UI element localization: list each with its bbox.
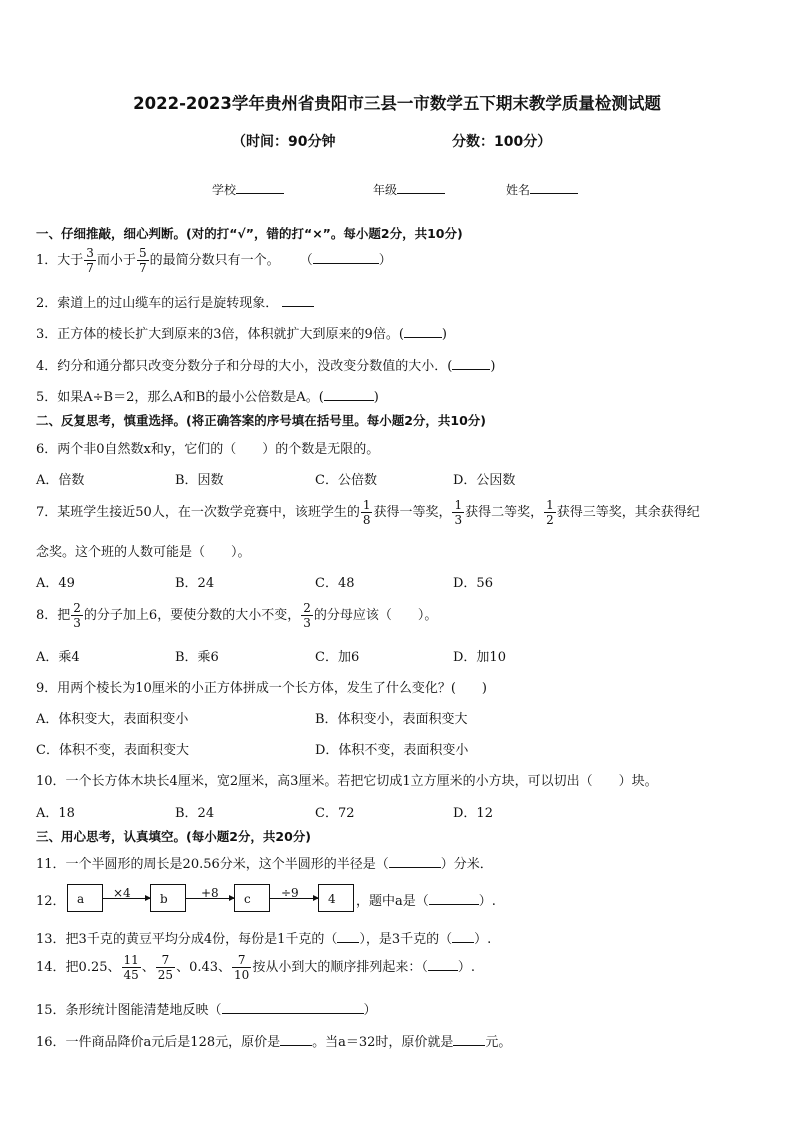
question-8 [36, 600, 437, 632]
q8-text-c: 的分母应该（ ）。 [313, 608, 438, 623]
q4-text: 4．约分和通分都只改变分数分子和分母的大小，没改变分数值的大小．( [36, 359, 453, 374]
q6-option-a[interactable]: A．倍数 [36, 473, 85, 488]
q8-option-a[interactable]: A．乘4 [36, 650, 80, 665]
q8-text-b: 的分子加上6，要使分数的大小不变， [83, 608, 301, 623]
q1-text-b: 而小于 [96, 253, 136, 268]
q14-text-a: 14．把0.25、 [36, 960, 121, 975]
q11-text-end: ）分米． [440, 857, 493, 872]
q12-op-3: ÷9 [281, 886, 299, 900]
q1-text-c: 的最简分数只有一个。 [149, 253, 280, 268]
name-blank[interactable] [530, 181, 578, 194]
q8-option-b[interactable]: B．乘6 [175, 650, 219, 665]
q12-box-result: 4 [318, 884, 354, 912]
q1-fraction-1: $\frac{3}{7}$ [86, 246, 94, 275]
q12-box-b: b [150, 884, 186, 912]
q7-fraction-2: $\frac{1}{3}$ [454, 498, 463, 527]
exam-score: 分数：100分） [452, 134, 552, 150]
q7-text-d: 获得三等奖，其余获得纪 [556, 505, 700, 520]
q14-fraction-3: $\frac{7}{10}$ [234, 953, 250, 982]
question-9: 9．用两个棱长为10厘米的小正方体拼成一个长方体，发生了什么变化？( ) [36, 681, 487, 696]
grade-blank[interactable] [397, 181, 445, 194]
school-blank[interactable] [236, 181, 284, 194]
question-13 [36, 928, 491, 947]
q16-answer-blank-1[interactable] [280, 1033, 312, 1046]
q7-text-a: 7．某班学生接近50人，在一次数学竞赛中，该班学生的 [36, 505, 360, 520]
question-2 [36, 292, 314, 311]
q9-option-b[interactable]: B．体积变小，表面积变大 [315, 712, 468, 727]
q16-answer-blank-2[interactable] [453, 1033, 485, 1046]
q8-text-a: 8．把 [36, 608, 71, 623]
q6-option-b[interactable]: B．因数 [175, 473, 224, 488]
q7-line-2: 念奖。这个班的人数可能是（ ）。 [36, 545, 251, 560]
q6-option-d[interactable]: D．公因数 [453, 473, 516, 488]
q13-answer-blank-1[interactable] [337, 930, 359, 943]
q15-text-end: ） [363, 1003, 377, 1018]
q7-fraction-1: $\frac{1}{8}$ [362, 498, 371, 527]
grade-field[interactable] [373, 181, 445, 198]
question-3 [36, 323, 447, 342]
q1-fraction-2: $\frac{5}{7}$ [138, 246, 147, 275]
q13-text-c: ）. [474, 932, 492, 947]
q5-text: 5．如果A÷B＝2，那么A和B的最小公倍数是A。( [36, 390, 324, 405]
q7-text-b: 获得一等奖， [373, 505, 452, 520]
q12-number: 12． [36, 894, 66, 909]
q13-text-a: 13．把3千克的黄豆平均分成4份，每份是1千克的（ [36, 932, 338, 947]
q14-fraction-2: $\frac{7}{25}$ [157, 953, 174, 982]
name-field[interactable] [506, 181, 578, 198]
section-2-heading: 二、反复思考，慎重选择。(将正确答案的序号填在括号里。每小题2分，共10分) [36, 413, 487, 428]
q7-option-a[interactable]: A．49 [36, 576, 75, 591]
question-16 [36, 1031, 511, 1050]
q3-answer-blank[interactable] [404, 325, 442, 338]
q10-option-c[interactable]: C．72 [315, 806, 355, 821]
q16-text-c: 元。 [485, 1035, 512, 1050]
q1-paren-close: ） [378, 253, 392, 268]
q10-option-a[interactable]: A．18 [36, 806, 75, 821]
q12-op-2: +8 [201, 886, 219, 900]
q14-text-d: 按从小到大的顺序排列起来：（ [252, 960, 428, 975]
question-7 [36, 497, 700, 529]
q1-answer-blank[interactable] [313, 251, 379, 264]
q7-text-c: 获得二等奖， [465, 505, 544, 520]
q12-text-after: ，题中a是（ [356, 894, 429, 909]
q9-option-c[interactable]: C．体积不变，表面积变大 [36, 743, 189, 758]
q14-answer-blank[interactable] [428, 958, 458, 971]
question-5 [36, 386, 379, 405]
q1-text-a: 1．大于 [36, 253, 84, 268]
question-1 [36, 246, 392, 276]
q7-option-d[interactable]: D．56 [453, 576, 493, 591]
q16-text-a: 16．一件商品降价a元后是128元，原价是 [36, 1035, 281, 1050]
q8-option-c[interactable]: C．加6 [315, 650, 360, 665]
q5-answer-blank[interactable] [324, 388, 374, 401]
q12-op-1: ×4 [113, 886, 131, 900]
q12-answer-blank[interactable] [429, 892, 479, 905]
q15-answer-blank[interactable] [222, 1001, 364, 1014]
q9-option-a[interactable]: A．体积变大，表面积变小 [36, 712, 189, 727]
q5-text-end: ) [373, 390, 379, 405]
school-label: 学校 [212, 183, 237, 197]
q16-text-b: 。当a＝32时，原价就是 [312, 1035, 454, 1050]
q12-text-end: ）. [478, 894, 496, 909]
q15-text: 15．条形统计图能清楚地反映（ [36, 1003, 222, 1018]
question-14 [36, 951, 475, 985]
question-11 [36, 853, 493, 872]
q7-option-b[interactable]: B．24 [175, 576, 215, 591]
q4-text-end: ) [490, 359, 496, 374]
school-field[interactable] [212, 181, 284, 198]
q14-text-e: ）. [457, 960, 475, 975]
question-4 [36, 355, 495, 374]
exam-time: （时间：90分钟 [232, 134, 336, 150]
q13-text-b: ），是3千克的（ [359, 932, 453, 947]
q8-fraction-1: $\frac{2}{3}$ [73, 601, 81, 630]
q10-option-d[interactable]: D．12 [453, 806, 493, 821]
q11-answer-blank[interactable] [389, 855, 441, 868]
q12-box-c: c [234, 884, 270, 912]
name-label: 姓名 [506, 183, 531, 197]
question-15 [36, 999, 377, 1018]
exam-title: 2022-2023学年贵州省贵阳市三县一市数学五下期末教学质量检测试题 [133, 94, 661, 113]
q14-text-c: 、0.43、 [176, 960, 232, 975]
grade-label: 年级 [373, 183, 398, 197]
q11-text: 11．一个半圆形的周长是20.56分米，这个半圆形的半径是（ [36, 857, 389, 872]
q3-text: 3．正方体的棱长扩大到原来的3倍，体积就扩大到原来的9倍。( [36, 327, 404, 342]
q1-paren-open: （ [299, 253, 313, 268]
q12-box-a: a [67, 884, 103, 912]
q10-option-b[interactable]: B．24 [175, 806, 215, 821]
q12-tail [356, 890, 496, 909]
q2-answer-blank[interactable] [282, 294, 314, 307]
q13-answer-blank-2[interactable] [452, 930, 474, 943]
q8-fraction-2: $\frac{2}{3}$ [303, 601, 311, 630]
q9-option-d[interactable]: D．体积不变，表面积变小 [315, 743, 469, 758]
section-1-heading: 一、仔细推敲，细心判断。(对的打“√”，错的打“×”。每小题2分，共10分) [36, 226, 463, 241]
q7-option-c[interactable]: C．48 [315, 576, 355, 591]
q6-option-c[interactable]: C．公倍数 [315, 473, 377, 488]
q14-text-b: 、 [141, 960, 155, 975]
question-10: 10．一个长方体木块长4厘米，宽2厘米，高3厘米。若把它切成1立方厘米的小方块，可以切出（ ）块。 [36, 774, 658, 789]
q7-fraction-3: $\frac{1}{2}$ [546, 498, 554, 527]
q2-text: 2．索道上的过山缆车的运行是旋转现象． [36, 296, 279, 311]
question-6: 6．两个非0自然数x和y，它们的（ ）的个数是无限的。 [36, 442, 380, 457]
q8-option-d[interactable]: D．加10 [453, 650, 506, 665]
q4-answer-blank[interactable] [452, 357, 490, 370]
section-3-heading: 三、用心思考，认真填空。(每小题2分，共20分) [36, 829, 312, 844]
q3-text-end: ) [441, 327, 447, 342]
q14-fraction-1: $\frac{11}{45}$ [123, 953, 139, 982]
